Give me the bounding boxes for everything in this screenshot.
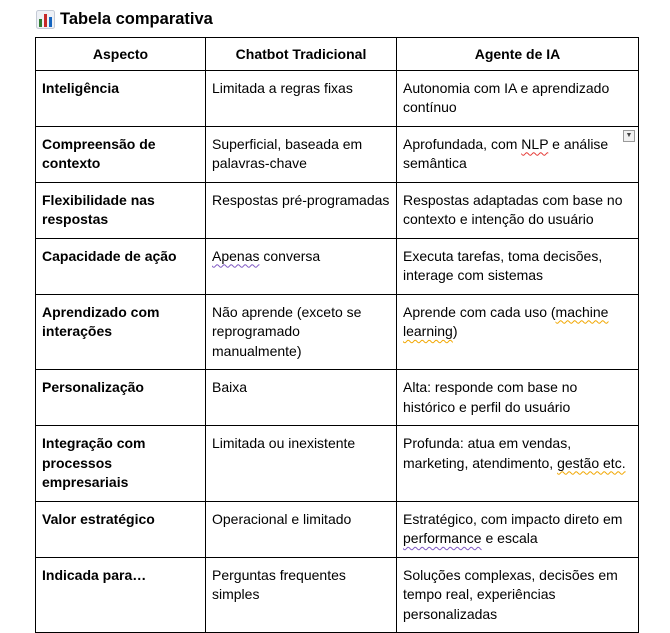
- table-row: [36, 238, 639, 294]
- cell-text: ): [452, 323, 458, 339]
- grammar-suggestion[interactable]: gestão etc.: [557, 454, 626, 471]
- table-row: [36, 70, 639, 126]
- column-header-aspect[interactable]: Aspecto: [36, 38, 206, 71]
- aspect-cell[interactable]: Indicada para…: [36, 557, 206, 633]
- agent-cell[interactable]: Alta: responde com base no histórico e perfil do usuário: [397, 370, 639, 426]
- agent-cell[interactable]: Soluções complexas, decisões em tempo real, experiências personalizadas: [397, 557, 639, 633]
- chatbot-cell[interactable]: Limitada a regras fixas: [206, 70, 397, 126]
- suggestion-word[interactable]: performance: [403, 530, 482, 546]
- agent-cell[interactable]: Executa tarefas, toma decisões, interage com sistemas: [397, 238, 639, 294]
- cell-dropdown-icon[interactable]: ▼: [623, 130, 635, 142]
- chatbot-cell[interactable]: Limitada ou inexistente: [206, 426, 397, 502]
- table-row: [36, 126, 639, 182]
- chatbot-cell[interactable]: Baixa: [206, 370, 397, 426]
- agent-cell[interactable]: [397, 126, 639, 182]
- agent-cell[interactable]: [397, 426, 639, 502]
- cell-text: Profunda: atua em vendas, marketing, atendimento,: [403, 435, 572, 471]
- cell-text: Estratégico, com impacto direto em: [403, 510, 623, 527]
- aspect-cell[interactable]: Aprendizado com interações: [36, 294, 206, 370]
- table-row: [36, 426, 639, 502]
- chatbot-cell[interactable]: Perguntas frequentes simples: [206, 557, 397, 633]
- aspect-cell[interactable]: Integração com processos empresariais: [36, 426, 206, 502]
- agent-cell[interactable]: [397, 294, 639, 370]
- aspect-cell[interactable]: Valor estratégico: [36, 501, 206, 557]
- aspect-cell[interactable]: Personalização: [36, 370, 206, 426]
- agent-cell[interactable]: Respostas adaptadas com base no contexto e intenção do usuário: [397, 182, 639, 238]
- aspect-cell[interactable]: Compreensão de contexto: [36, 126, 206, 182]
- bar-chart-icon: [36, 10, 55, 29]
- agent-cell[interactable]: [397, 501, 639, 557]
- table-row: [36, 294, 639, 370]
- table-row: [36, 182, 639, 238]
- spellcheck-word[interactable]: NLP: [521, 135, 549, 152]
- chatbot-cell[interactable]: Operacional e limitado: [206, 501, 397, 557]
- chatbot-cell[interactable]: Respostas pré-programadas: [206, 182, 397, 238]
- cell-text: e escala: [481, 530, 538, 546]
- page-title: Tabela comparativa: [60, 9, 213, 28]
- grammar-suggestion[interactable]: machine learning: [403, 303, 609, 339]
- cell-text: Aprofundada, com: [403, 135, 522, 152]
- aspect-cell[interactable]: Inteligência: [36, 70, 206, 126]
- chatbot-cell[interactable]: Não aprende (exceto se reprogramado manualmente): [206, 294, 397, 370]
- column-header-chatbot[interactable]: Chatbot Tradicional: [206, 38, 397, 71]
- comparison-table: [35, 37, 639, 633]
- table-row: [36, 501, 639, 557]
- aspect-cell[interactable]: Flexibilidade nas respostas: [36, 182, 206, 238]
- chatbot-cell[interactable]: Superficial, baseada em palavras-chave: [206, 126, 397, 182]
- document-heading: [36, 8, 213, 30]
- aspect-cell[interactable]: Capacidade de ação: [36, 238, 206, 294]
- cell-text: e análise semântica: [403, 135, 609, 171]
- cell-text: conversa: [259, 247, 321, 264]
- column-header-agent[interactable]: Agente de IA: [397, 38, 639, 71]
- agent-cell[interactable]: Autonomia com IA e aprendizado contínuo: [397, 70, 639, 126]
- table-row: [36, 370, 639, 426]
- cell-text: Aprende com cada uso (: [403, 303, 556, 320]
- table-row: [36, 557, 639, 633]
- suggestion-word[interactable]: Apenas: [212, 247, 260, 264]
- table-header-row: [36, 38, 639, 71]
- chatbot-cell[interactable]: [206, 238, 397, 294]
